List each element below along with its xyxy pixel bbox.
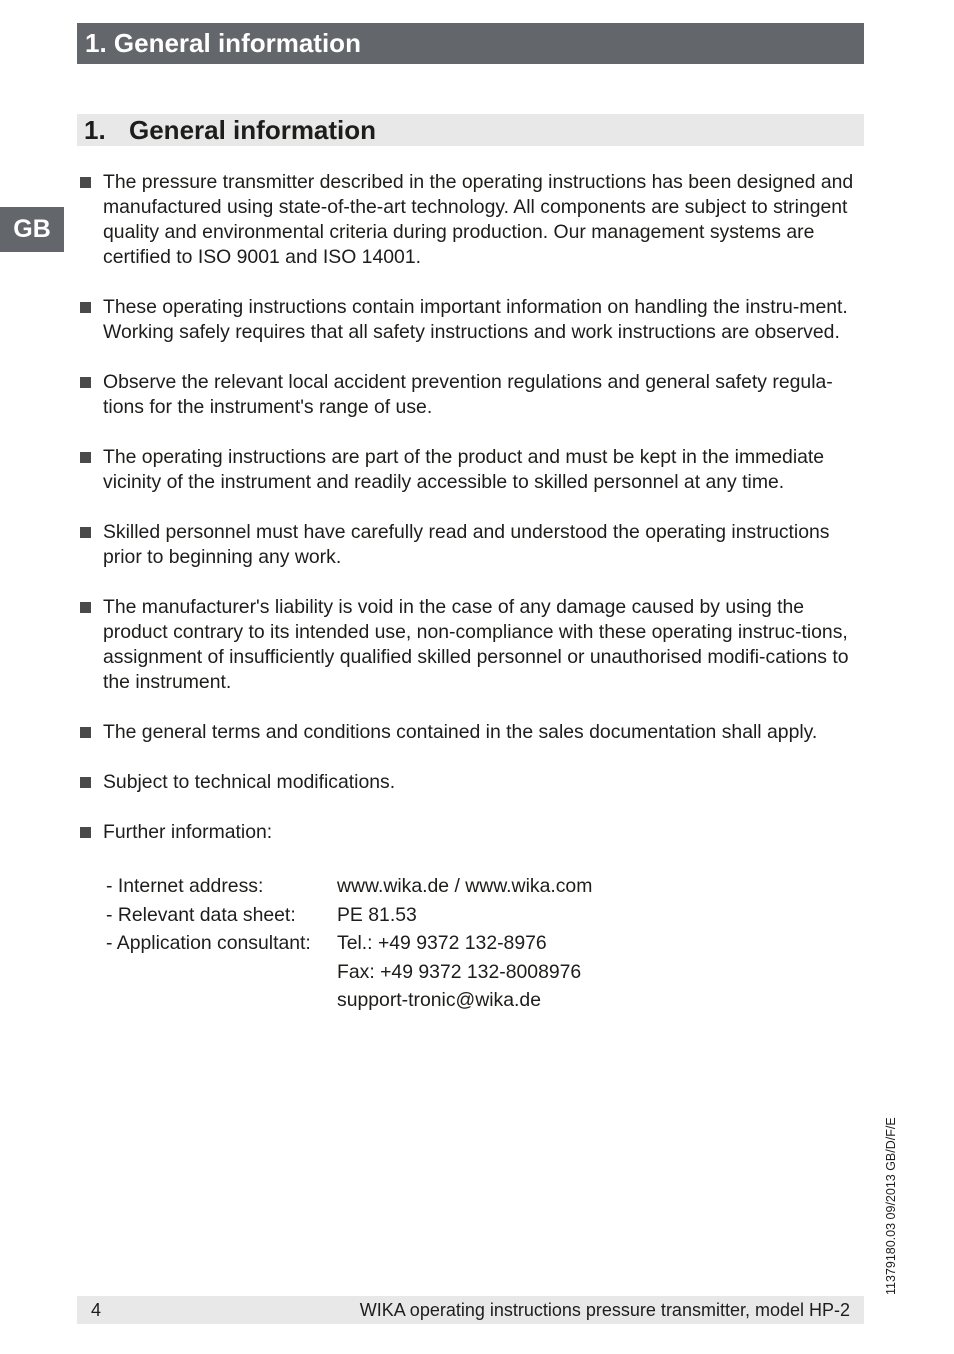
list-item-text: Further information: xyxy=(103,821,273,843)
page-footer xyxy=(77,1296,864,1324)
bullet-list xyxy=(77,170,864,870)
list-item xyxy=(77,595,864,695)
footer-title: WIKA operating instructions pressure transmitter, model HP-2 xyxy=(359,1300,850,1320)
list-item-text: Subject to technical modifications. xyxy=(103,771,396,793)
bullet-square-icon xyxy=(80,302,91,313)
list-item-text: Skilled personnel must have carefully read and understood the operating instructions prior to beginning any work. xyxy=(103,521,830,568)
list-item xyxy=(77,370,864,420)
consultant-email: support-tronic@wika.de xyxy=(337,989,541,1011)
chapter-title: 1. General information xyxy=(85,28,361,58)
document-id: 11379180.03 09/2013 GB/D/F/E xyxy=(884,1117,898,1295)
bullet-square-icon xyxy=(80,527,91,538)
info-row-consultant xyxy=(106,929,592,1015)
list-item-text: The general terms and conditions contained in the sales documentation shall apply. xyxy=(103,721,818,743)
internet-value: www.wika.de / www.wika.com xyxy=(337,875,593,897)
further-info-table xyxy=(106,872,592,1015)
list-item xyxy=(77,820,864,845)
internet-label: - Internet address: xyxy=(106,875,264,897)
datasheet-value: PE 81.53 xyxy=(337,903,417,926)
consultant-tel: Tel.: +49 9372 132-8976 xyxy=(337,932,547,954)
bullet-square-icon xyxy=(80,727,91,738)
list-item-text: The manufacturer's liability is void in the case of any damage caused by using the product contrary to its intended use, non-compliance with these operating instruc-tions, assignment of insufficiently qualified skilled personnel or unauthorised modifi-cations to the instrument. xyxy=(103,596,849,693)
list-item xyxy=(77,720,864,745)
info-row-internet xyxy=(106,872,592,901)
section-title: General information xyxy=(129,115,377,145)
list-item-text: The pressure transmitter described in the operating instructions has been designed and manufactured using state-of-the-art technology. All components are subject to stringent quality and environmental criteria during production. Our management systems are certified to ISO 9001 and ISO 14001. xyxy=(103,171,854,268)
list-item-text: The operating instructions are part of the product and must be kept in the immediate vicinity of the instrument and readily accessible to skilled personnel at any time. xyxy=(103,446,825,493)
consultant-label: - Application consultant: xyxy=(106,932,311,954)
page-number: 4 xyxy=(91,1300,102,1320)
list-item xyxy=(77,170,864,270)
section-heading xyxy=(77,114,864,146)
datasheet-label: - Relevant data sheet: xyxy=(106,903,296,926)
language-tab: GB xyxy=(0,207,64,252)
list-item xyxy=(77,445,864,495)
bullet-square-icon xyxy=(80,177,91,188)
list-item xyxy=(77,520,864,570)
bullet-square-icon xyxy=(80,827,91,838)
section-number: 1. xyxy=(84,115,106,145)
info-row-datasheet xyxy=(106,901,592,930)
list-item-text: Observe the relevant local accident prevention regulations and general safety regula-tions for the instrument's range of use. xyxy=(103,371,833,418)
bullet-square-icon xyxy=(80,777,91,788)
bullet-square-icon xyxy=(80,452,91,463)
bullet-square-icon xyxy=(80,377,91,388)
consultant-fax: Fax: +49 9372 132-8008976 xyxy=(337,960,582,983)
chapter-header xyxy=(77,23,864,64)
list-item-text: These operating instructions contain important information on handling the instru-ment. Working safely requires that all safety instructions and work instructions are observed. xyxy=(103,296,848,343)
list-item xyxy=(77,295,864,345)
list-item xyxy=(77,770,864,795)
bullet-square-icon xyxy=(80,602,91,613)
